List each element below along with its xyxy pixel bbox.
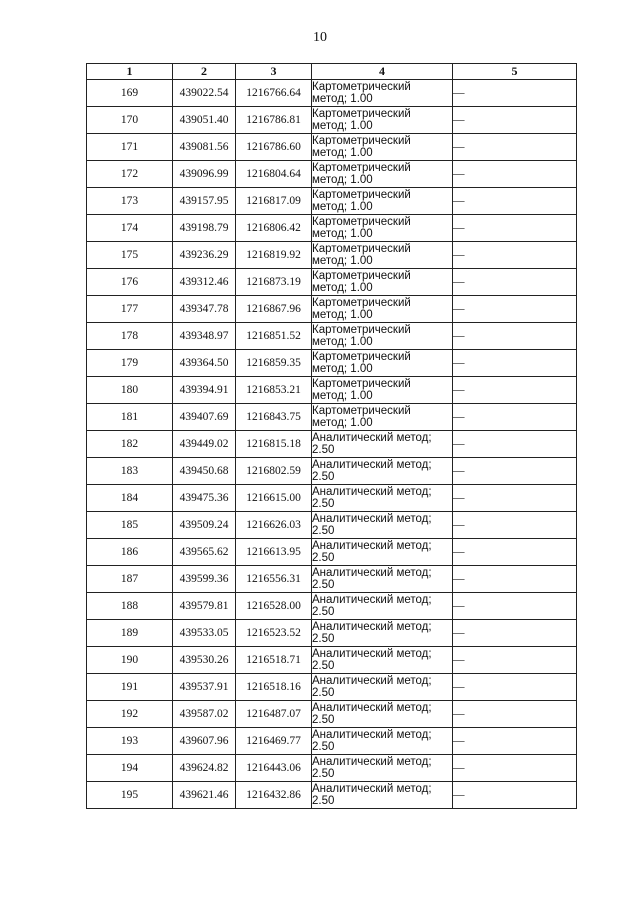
note-cell: — (453, 782, 577, 809)
method-accuracy-value: метод; 1.00 (312, 390, 373, 402)
point-number-cell: 192 (87, 701, 173, 728)
method-accuracy-cell (312, 755, 453, 782)
coordinate-y-cell: 1216556.31 (236, 566, 312, 593)
coordinate-y-cell: 1216817.09 (236, 188, 312, 215)
coordinate-y-cell: 1216873.19 (236, 269, 312, 296)
method-name: Картометрический (312, 162, 411, 174)
method-accuracy-cell (312, 566, 453, 593)
table-row (87, 215, 577, 242)
note-cell: — (453, 755, 577, 782)
coordinate-y-cell: 1216518.16 (236, 674, 312, 701)
note-cell: — (453, 269, 577, 296)
method-name: Картометрический (312, 243, 411, 255)
table-row (87, 782, 577, 809)
coordinate-x-cell: 439565.62 (173, 539, 236, 566)
method-name: Аналитический метод; (312, 540, 432, 552)
note-cell: — (453, 134, 577, 161)
method-accuracy-value: 2.50 (312, 552, 335, 564)
note-cell: — (453, 566, 577, 593)
point-number-cell: 176 (87, 269, 173, 296)
method-accuracy-cell (312, 458, 453, 485)
method-accuracy-value: 2.50 (312, 525, 335, 537)
method-accuracy-cell (312, 296, 453, 323)
method-accuracy-value: метод; 1.00 (312, 174, 373, 186)
point-number-cell: 177 (87, 296, 173, 323)
note-cell: — (453, 485, 577, 512)
coordinate-y-cell: 1216523.52 (236, 620, 312, 647)
table-row (87, 350, 577, 377)
coordinate-y-cell: 1216626.03 (236, 512, 312, 539)
point-number-cell: 170 (87, 107, 173, 134)
coordinate-x-cell: 439407.69 (173, 404, 236, 431)
coordinate-x-cell: 439198.79 (173, 215, 236, 242)
point-number-cell: 182 (87, 431, 173, 458)
note-cell: — (453, 593, 577, 620)
method-accuracy-cell (312, 377, 453, 404)
coordinate-x-cell: 439312.46 (173, 269, 236, 296)
table-row (87, 593, 577, 620)
note-cell: — (453, 296, 577, 323)
method-accuracy-value: метод; 1.00 (312, 255, 373, 267)
table-row (87, 323, 577, 350)
table-row (87, 566, 577, 593)
coordinate-x-cell: 439624.82 (173, 755, 236, 782)
coordinate-y-cell: 1216469.77 (236, 728, 312, 755)
coordinate-y-cell: 1216867.96 (236, 296, 312, 323)
note-cell: — (453, 350, 577, 377)
method-accuracy-cell (312, 161, 453, 188)
method-accuracy-value: метод; 1.00 (312, 93, 373, 105)
point-number-cell: 185 (87, 512, 173, 539)
table-row (87, 404, 577, 431)
point-number-cell: 190 (87, 647, 173, 674)
method-accuracy-cell (312, 728, 453, 755)
coordinate-x-cell: 439348.97 (173, 323, 236, 350)
point-number-cell: 175 (87, 242, 173, 269)
coordinate-x-cell: 439530.26 (173, 647, 236, 674)
note-cell: — (453, 431, 577, 458)
note-cell: — (453, 188, 577, 215)
method-name: Аналитический метод; (312, 432, 432, 444)
method-accuracy-cell (312, 674, 453, 701)
method-accuracy-value: 2.50 (312, 660, 335, 672)
method-name: Картометрический (312, 108, 411, 120)
method-accuracy-value: метод; 1.00 (312, 120, 373, 132)
note-cell: — (453, 404, 577, 431)
coordinate-x-cell: 439364.50 (173, 350, 236, 377)
table-row (87, 485, 577, 512)
coordinate-x-cell: 439236.29 (173, 242, 236, 269)
coordinate-x-cell: 439394.91 (173, 377, 236, 404)
method-name: Аналитический метод; (312, 783, 432, 795)
method-accuracy-cell (312, 269, 453, 296)
note-cell: — (453, 242, 577, 269)
coordinate-y-cell: 1216443.06 (236, 755, 312, 782)
table-row (87, 701, 577, 728)
method-accuracy-cell (312, 242, 453, 269)
method-accuracy-value: 2.50 (312, 741, 335, 753)
point-number-cell: 184 (87, 485, 173, 512)
coordinate-x-cell: 439537.91 (173, 674, 236, 701)
method-name: Картометрический (312, 189, 411, 201)
table-row (87, 647, 577, 674)
method-accuracy-value: 2.50 (312, 768, 335, 780)
method-accuracy-value: 2.50 (312, 498, 335, 510)
coordinate-y-cell: 1216518.71 (236, 647, 312, 674)
table-row (87, 458, 577, 485)
method-accuracy-value: 2.50 (312, 444, 335, 456)
method-accuracy-cell (312, 593, 453, 620)
method-accuracy-cell (312, 404, 453, 431)
coordinate-x-cell: 439450.68 (173, 458, 236, 485)
method-name: Аналитический метод; (312, 567, 432, 579)
coordinate-x-cell: 439587.02 (173, 701, 236, 728)
method-accuracy-value: 2.50 (312, 579, 335, 591)
note-cell: — (453, 80, 577, 107)
coordinate-y-cell: 1216819.92 (236, 242, 312, 269)
coordinate-x-cell: 439533.05 (173, 620, 236, 647)
method-name: Аналитический метод; (312, 513, 432, 525)
table-row (87, 377, 577, 404)
coordinate-y-cell: 1216815.18 (236, 431, 312, 458)
table-row (87, 674, 577, 701)
point-number-cell: 169 (87, 80, 173, 107)
method-name: Аналитический метод; (312, 702, 432, 714)
table-row (87, 512, 577, 539)
table-row (87, 161, 577, 188)
point-number-cell: 183 (87, 458, 173, 485)
note-cell: — (453, 647, 577, 674)
method-accuracy-cell (312, 782, 453, 809)
point-number-cell: 188 (87, 593, 173, 620)
coordinate-x-cell: 439022.54 (173, 80, 236, 107)
method-accuracy-cell (312, 80, 453, 107)
point-number-cell: 186 (87, 539, 173, 566)
method-accuracy-cell (312, 323, 453, 350)
coordinate-y-cell: 1216802.59 (236, 458, 312, 485)
method-accuracy-value: метод; 1.00 (312, 282, 373, 294)
method-name: Аналитический метод; (312, 729, 432, 741)
coordinate-x-cell: 439449.02 (173, 431, 236, 458)
table-row (87, 296, 577, 323)
point-number-cell: 194 (87, 755, 173, 782)
method-accuracy-value: метод; 1.00 (312, 228, 373, 240)
table-row (87, 728, 577, 755)
method-accuracy-cell (312, 188, 453, 215)
method-accuracy-value: 2.50 (312, 714, 335, 726)
note-cell: — (453, 161, 577, 188)
coordinate-x-cell: 439599.36 (173, 566, 236, 593)
method-accuracy-cell (312, 539, 453, 566)
method-accuracy-value: 2.50 (312, 687, 335, 699)
method-name: Аналитический метод; (312, 459, 432, 471)
coordinate-y-cell: 1216487.07 (236, 701, 312, 728)
method-name: Картометрический (312, 378, 411, 390)
page-number: 10 (313, 30, 327, 45)
method-name: Аналитический метод; (312, 675, 432, 687)
table-body (87, 80, 577, 809)
coordinate-y-cell: 1216432.86 (236, 782, 312, 809)
table-row (87, 539, 577, 566)
point-number-cell: 172 (87, 161, 173, 188)
coordinate-y-cell: 1216615.00 (236, 485, 312, 512)
coordinate-y-cell: 1216851.52 (236, 323, 312, 350)
method-name: Аналитический метод; (312, 648, 432, 660)
point-number-cell: 171 (87, 134, 173, 161)
method-accuracy-value: 2.50 (312, 795, 335, 807)
coordinate-y-cell: 1216853.21 (236, 377, 312, 404)
method-accuracy-value: 2.50 (312, 633, 335, 645)
coordinate-x-cell: 439157.95 (173, 188, 236, 215)
method-name: Картометрический (312, 297, 411, 309)
point-number-cell: 193 (87, 728, 173, 755)
method-accuracy-value: метод; 1.00 (312, 147, 373, 159)
point-number-cell: 191 (87, 674, 173, 701)
note-cell: — (453, 458, 577, 485)
method-name: Аналитический метод; (312, 594, 432, 606)
coordinate-x-cell: 439509.24 (173, 512, 236, 539)
coordinate-y-cell: 1216613.95 (236, 539, 312, 566)
header-cell-1: 1 (87, 64, 173, 80)
table-row (87, 242, 577, 269)
coordinate-x-cell: 439607.96 (173, 728, 236, 755)
coordinate-x-cell: 439621.46 (173, 782, 236, 809)
method-name: Картометрический (312, 135, 411, 147)
coordinate-x-cell: 439051.40 (173, 107, 236, 134)
method-accuracy-cell (312, 485, 453, 512)
note-cell: — (453, 215, 577, 242)
coordinate-x-cell: 439475.36 (173, 485, 236, 512)
method-accuracy-value: метод; 1.00 (312, 201, 373, 213)
point-number-cell: 187 (87, 566, 173, 593)
table-row (87, 755, 577, 782)
header-cell-4: 4 (312, 64, 453, 80)
note-cell: — (453, 620, 577, 647)
method-name: Картометрический (312, 270, 411, 282)
method-name: Картометрический (312, 324, 411, 336)
table-row (87, 269, 577, 296)
method-accuracy-cell (312, 107, 453, 134)
method-name: Картометрический (312, 405, 411, 417)
method-name: Картометрический (312, 216, 411, 228)
coordinate-x-cell: 439096.99 (173, 161, 236, 188)
note-cell: — (453, 107, 577, 134)
point-number-cell: 181 (87, 404, 173, 431)
point-number-cell: 173 (87, 188, 173, 215)
coordinate-y-cell: 1216528.00 (236, 593, 312, 620)
method-accuracy-value: 2.50 (312, 471, 335, 483)
point-number-cell: 179 (87, 350, 173, 377)
method-accuracy-cell (312, 701, 453, 728)
coordinate-x-cell: 439579.81 (173, 593, 236, 620)
method-accuracy-cell (312, 350, 453, 377)
method-accuracy-value: метод; 1.00 (312, 336, 373, 348)
point-number-cell: 189 (87, 620, 173, 647)
point-number-cell: 180 (87, 377, 173, 404)
note-cell: — (453, 377, 577, 404)
note-cell: — (453, 701, 577, 728)
coordinate-y-cell: 1216843.75 (236, 404, 312, 431)
header-cell-3: 3 (236, 64, 312, 80)
table-header-row (87, 64, 577, 80)
note-cell: — (453, 539, 577, 566)
header-cell-2: 2 (173, 64, 236, 80)
note-cell: — (453, 512, 577, 539)
note-cell: — (453, 674, 577, 701)
method-accuracy-value: метод; 1.00 (312, 309, 373, 321)
coordinate-y-cell: 1216859.35 (236, 350, 312, 377)
method-accuracy-cell (312, 647, 453, 674)
table-row (87, 620, 577, 647)
method-name: Картометрический (312, 81, 411, 93)
table-row (87, 431, 577, 458)
note-cell: — (453, 323, 577, 350)
table-row (87, 107, 577, 134)
method-name: Аналитический метод; (312, 486, 432, 498)
method-accuracy-value: метод; 1.00 (312, 417, 373, 429)
method-accuracy-cell (312, 431, 453, 458)
table-row (87, 188, 577, 215)
coordinate-x-cell: 439081.56 (173, 134, 236, 161)
method-accuracy-cell (312, 512, 453, 539)
method-name: Аналитический метод; (312, 756, 432, 768)
method-name: Картометрический (312, 351, 411, 363)
method-accuracy-cell (312, 215, 453, 242)
method-accuracy-cell (312, 620, 453, 647)
method-name: Аналитический метод; (312, 621, 432, 633)
coordinate-y-cell: 1216786.60 (236, 134, 312, 161)
point-number-cell: 174 (87, 215, 173, 242)
method-accuracy-value: 2.50 (312, 606, 335, 618)
header-cell-5: 5 (453, 64, 577, 80)
note-cell: — (453, 728, 577, 755)
coordinate-y-cell: 1216766.64 (236, 80, 312, 107)
coordinate-x-cell: 439347.78 (173, 296, 236, 323)
coordinate-y-cell: 1216804.64 (236, 161, 312, 188)
coordinates-table (86, 63, 577, 809)
point-number-cell: 195 (87, 782, 173, 809)
coordinate-y-cell: 1216786.81 (236, 107, 312, 134)
point-number-cell: 178 (87, 323, 173, 350)
table-row (87, 134, 577, 161)
method-accuracy-value: метод; 1.00 (312, 363, 373, 375)
coordinate-y-cell: 1216806.42 (236, 215, 312, 242)
method-accuracy-cell (312, 134, 453, 161)
table-row (87, 80, 577, 107)
